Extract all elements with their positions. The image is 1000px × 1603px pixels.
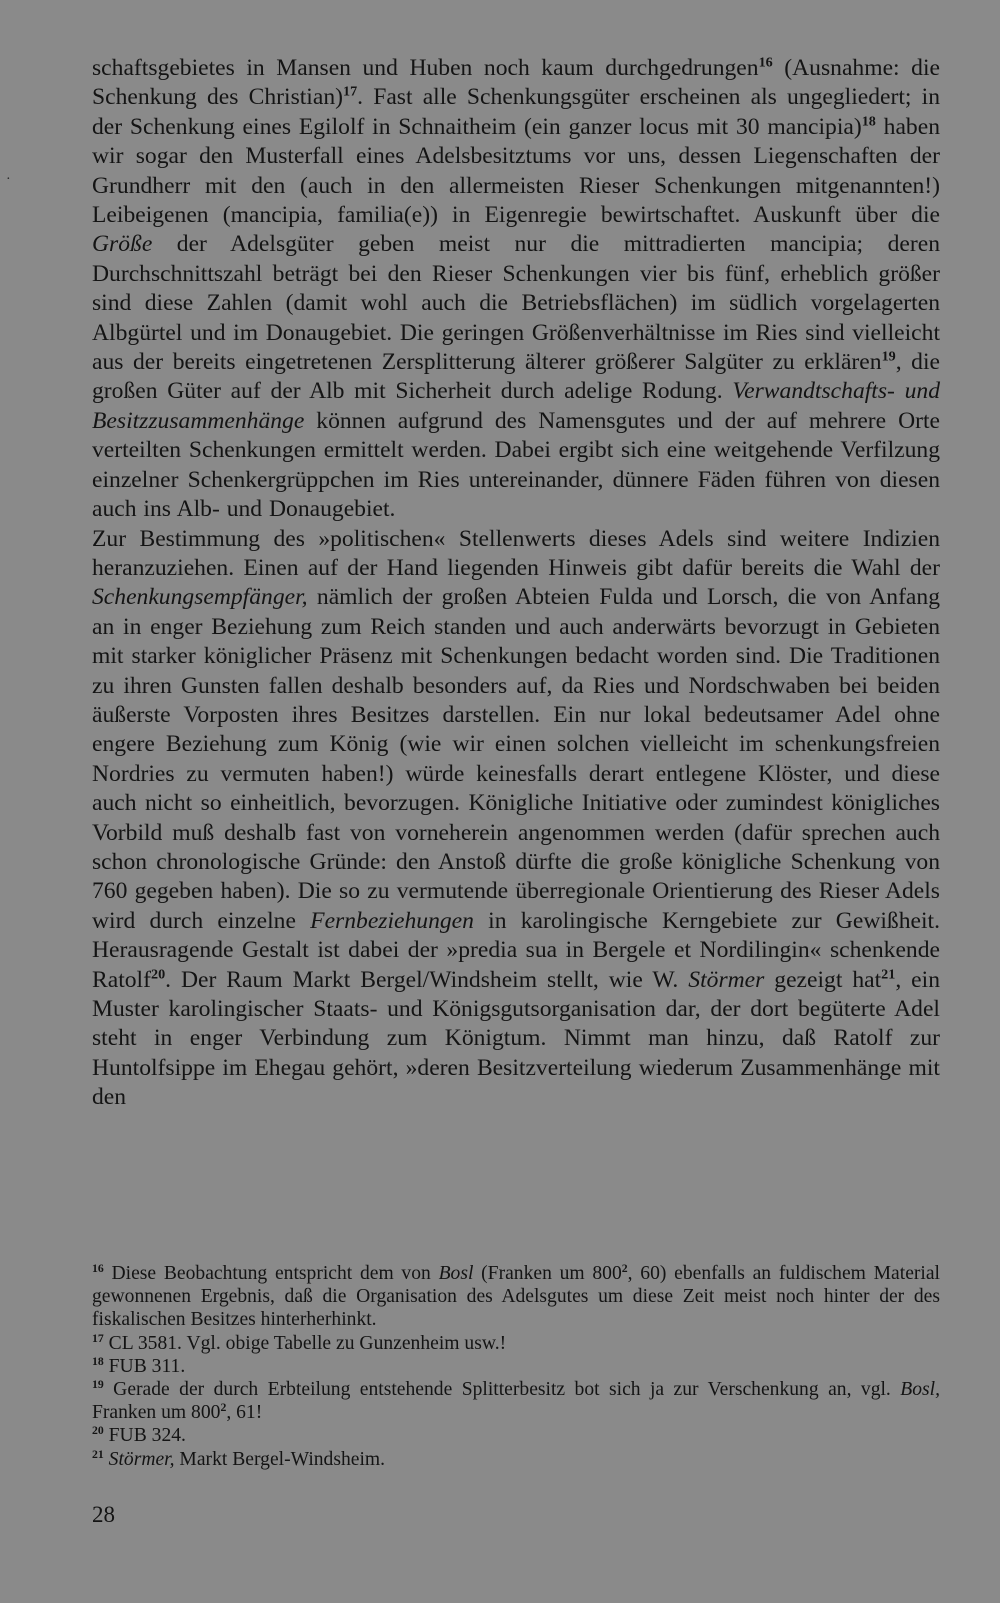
text-run: (Franken um 800 [473,1263,622,1284]
footnote [92,1448,940,1471]
text-run: CL 3581. Vgl. obige Tabelle zu Gunzenheim usw.! [103,1332,507,1354]
margin-mark: · [6,172,11,187]
text-run: haben wir sogar den Musterfall eines Adelsbesitztums vor uns, dessen Liegenschaften der Grundherr mit den (auch in den allermeisten Rieser Schenkungen mitgenannten!) Leibeigenen (mancipia, familia(e)) in Eigenregie bewirtschaftet. Auskunft über die [92,113,941,229]
footnote-marker: 20 [150,966,166,983]
text-run: Gerade der durch Erbteilung entstehende Splitterbesitz bot sich ja zur Verschenkung an, vgl. [103,1379,901,1401]
italic-text: Störmer [688,966,765,993]
italic-text: Störmer, [108,1448,175,1470]
text-run: in karolingische Kerngebiete zur Gewißheit. Herausragende Gestalt ist dabei der »predia sua in Bergele et Nordilingin« schenkende Ratolf [92,907,940,993]
footnote-marker: 20 [92,1424,104,1438]
page-number: 28 [92,1502,115,1527]
text-run: können aufgrund des Namensgutes und der auf mehrere Orte verteilten Schenkungen ermittelt werden. Dabei ergibt sich eine weitgehende Verfilzung einzelner Schenkergrüppchen im Ries untereinander, dünnere Fäden führen von diesen auch ins Alb- und Donaugebiet. [92,407,940,523]
footnote-marker: 2 [220,1401,227,1415]
text-run: , 60) ebenfalls an fuldischem Material gewonnenen Ergebnis, daß die Organisation des Adelsgutes um diese Zeit meist noch hinter der des fiskalischen Besitzes hinterherhinkt. [92,1263,941,1331]
footnote-marker: 16 [92,1261,104,1275]
text-run: Diese Beobachtung entspricht dem von [103,1263,439,1284]
footnote [92,1332,940,1355]
text-run: Markt Bergel-Windsheim. [174,1448,386,1470]
text-run: der Adelsgüter geben meist nur die mittradierten mancipia; deren Durchschnittszahl beträgt bei den Rieser Schenkungen vier bis fünf, erheblich größer sind diese Zahlen (damit wohl auch die Betriebsflächen) im südlich vorgelagerten Albgürtel und im Donaugebiet. Die geringen Größenverhältnisse im Ries sind vielleicht aus der bereits eingetretenen Zersplitterung älterer größerer Salgüter zu erklären [92,231,940,376]
footnote-marker: 19 [881,348,896,365]
footnote-marker: 2 [621,1261,628,1275]
text-run: Zur Bestimmung des »politischen« Stellenwerts dieses Adels sind weitere Indizien heranzuziehen. Einen auf der Hand liegenden Hinweis gibt dafür bereits die Wahl der [92,525,940,581]
italic-text: Bosl, [900,1379,940,1401]
text-run: , die großen Güter auf der Alb mit Sicherheit durch adelige Rodung. [92,349,941,405]
footnote [92,1355,940,1378]
footnote [92,1424,940,1447]
footnote-marker: 16 [758,54,773,71]
italic-text: Größe [92,231,153,258]
text-run: , ein Muster karolingischer Staats- und Königsgutsorganisation dar, der dort begüterte Adel steht in enger Verbindung zum Königtum. Nimmt man hinzu, daß Ratolf zur Huntolfsippe im Ehegau gehört, »deren Besitzverteilung wiederum Zusammenhänge mit den [92,966,941,1111]
text-run: . Der Raum Markt Bergel/Windsheim stellt, wie W. [165,966,689,993]
footnote [92,1378,940,1424]
text-run: nämlich der großen Abteien Fulda und Lorsch, die von Anfang an in enger Beziehung zum Reich standen und auch anderwärts bevorzugt in Gebieten mit starker königlicher Präsenz mit Schenkungen bedacht worden sind. Die Traditionen zu ihren Gunsten fallen deshalb besonders auf, da Ries und Nordschwaben bei beiden äußerste Vorposten ihres Besitzes darstellen. Ein nur lokal bedeutsamer Adel ohne engere Beziehung zum König (wie wir einen solchen vielleicht im schenkungsfreien Nordries zu vermuten haben!) würde keinesfalls derart entlegene Klöster, und diese auch nicht so einheitlich, bevorzugen. Königliche Initiative oder zumindest königliches Vorbild muß deshalb fast von vorneherein angenommen werden (dafür sprechen auch schon chronologische Gründe: den Anstoß dürfte die große königliche Schenkung von 760 gegeben haben). Die so zu vermutende überregionale Orientierung des Rieser Adels wird durch einzelne [92,584,940,934]
footnote [92,1262,940,1332]
text-run: schaftsgebietes in Mansen und Huben noch kaum durchgedrungen [92,55,759,81]
text-run: gezeigt hat [764,966,882,993]
footnotes [92,1262,940,1471]
text-run: FUB 311. [103,1355,186,1377]
footnote-marker: 21 [92,1447,104,1461]
body-text [92,54,940,1113]
footnote-marker: 17 [343,83,358,100]
footnote-marker: 18 [92,1354,104,1368]
italic-text: Bosl [438,1263,474,1284]
footnote-marker: 17 [92,1331,104,1345]
text-run: Franken um 800 [92,1402,221,1424]
text-run: , 61! [226,1402,263,1424]
text-run: (Ausnahme: die Schenkung des Christian) [92,55,940,111]
footnote-marker: 21 [881,966,896,983]
italic-text: Fernbeziehungen [310,907,474,934]
text-run: FUB 324. [103,1425,186,1447]
paragraph [92,54,940,525]
italic-text: Verwandtschafts- und Besitzzusammenhänge [92,378,940,434]
footnote-marker: 18 [861,113,876,130]
footnote-marker: 19 [92,1377,104,1391]
italic-text: Schenkungsempfänger, [92,584,308,611]
paragraph [92,525,940,1113]
text-run: . Fast alle Schenkungsgüter erscheinen als ungegliedert; in der Schenkung eines Egilolf in Schnaitheim (ein ganzer locus mit 30 mancipia) [92,84,940,140]
